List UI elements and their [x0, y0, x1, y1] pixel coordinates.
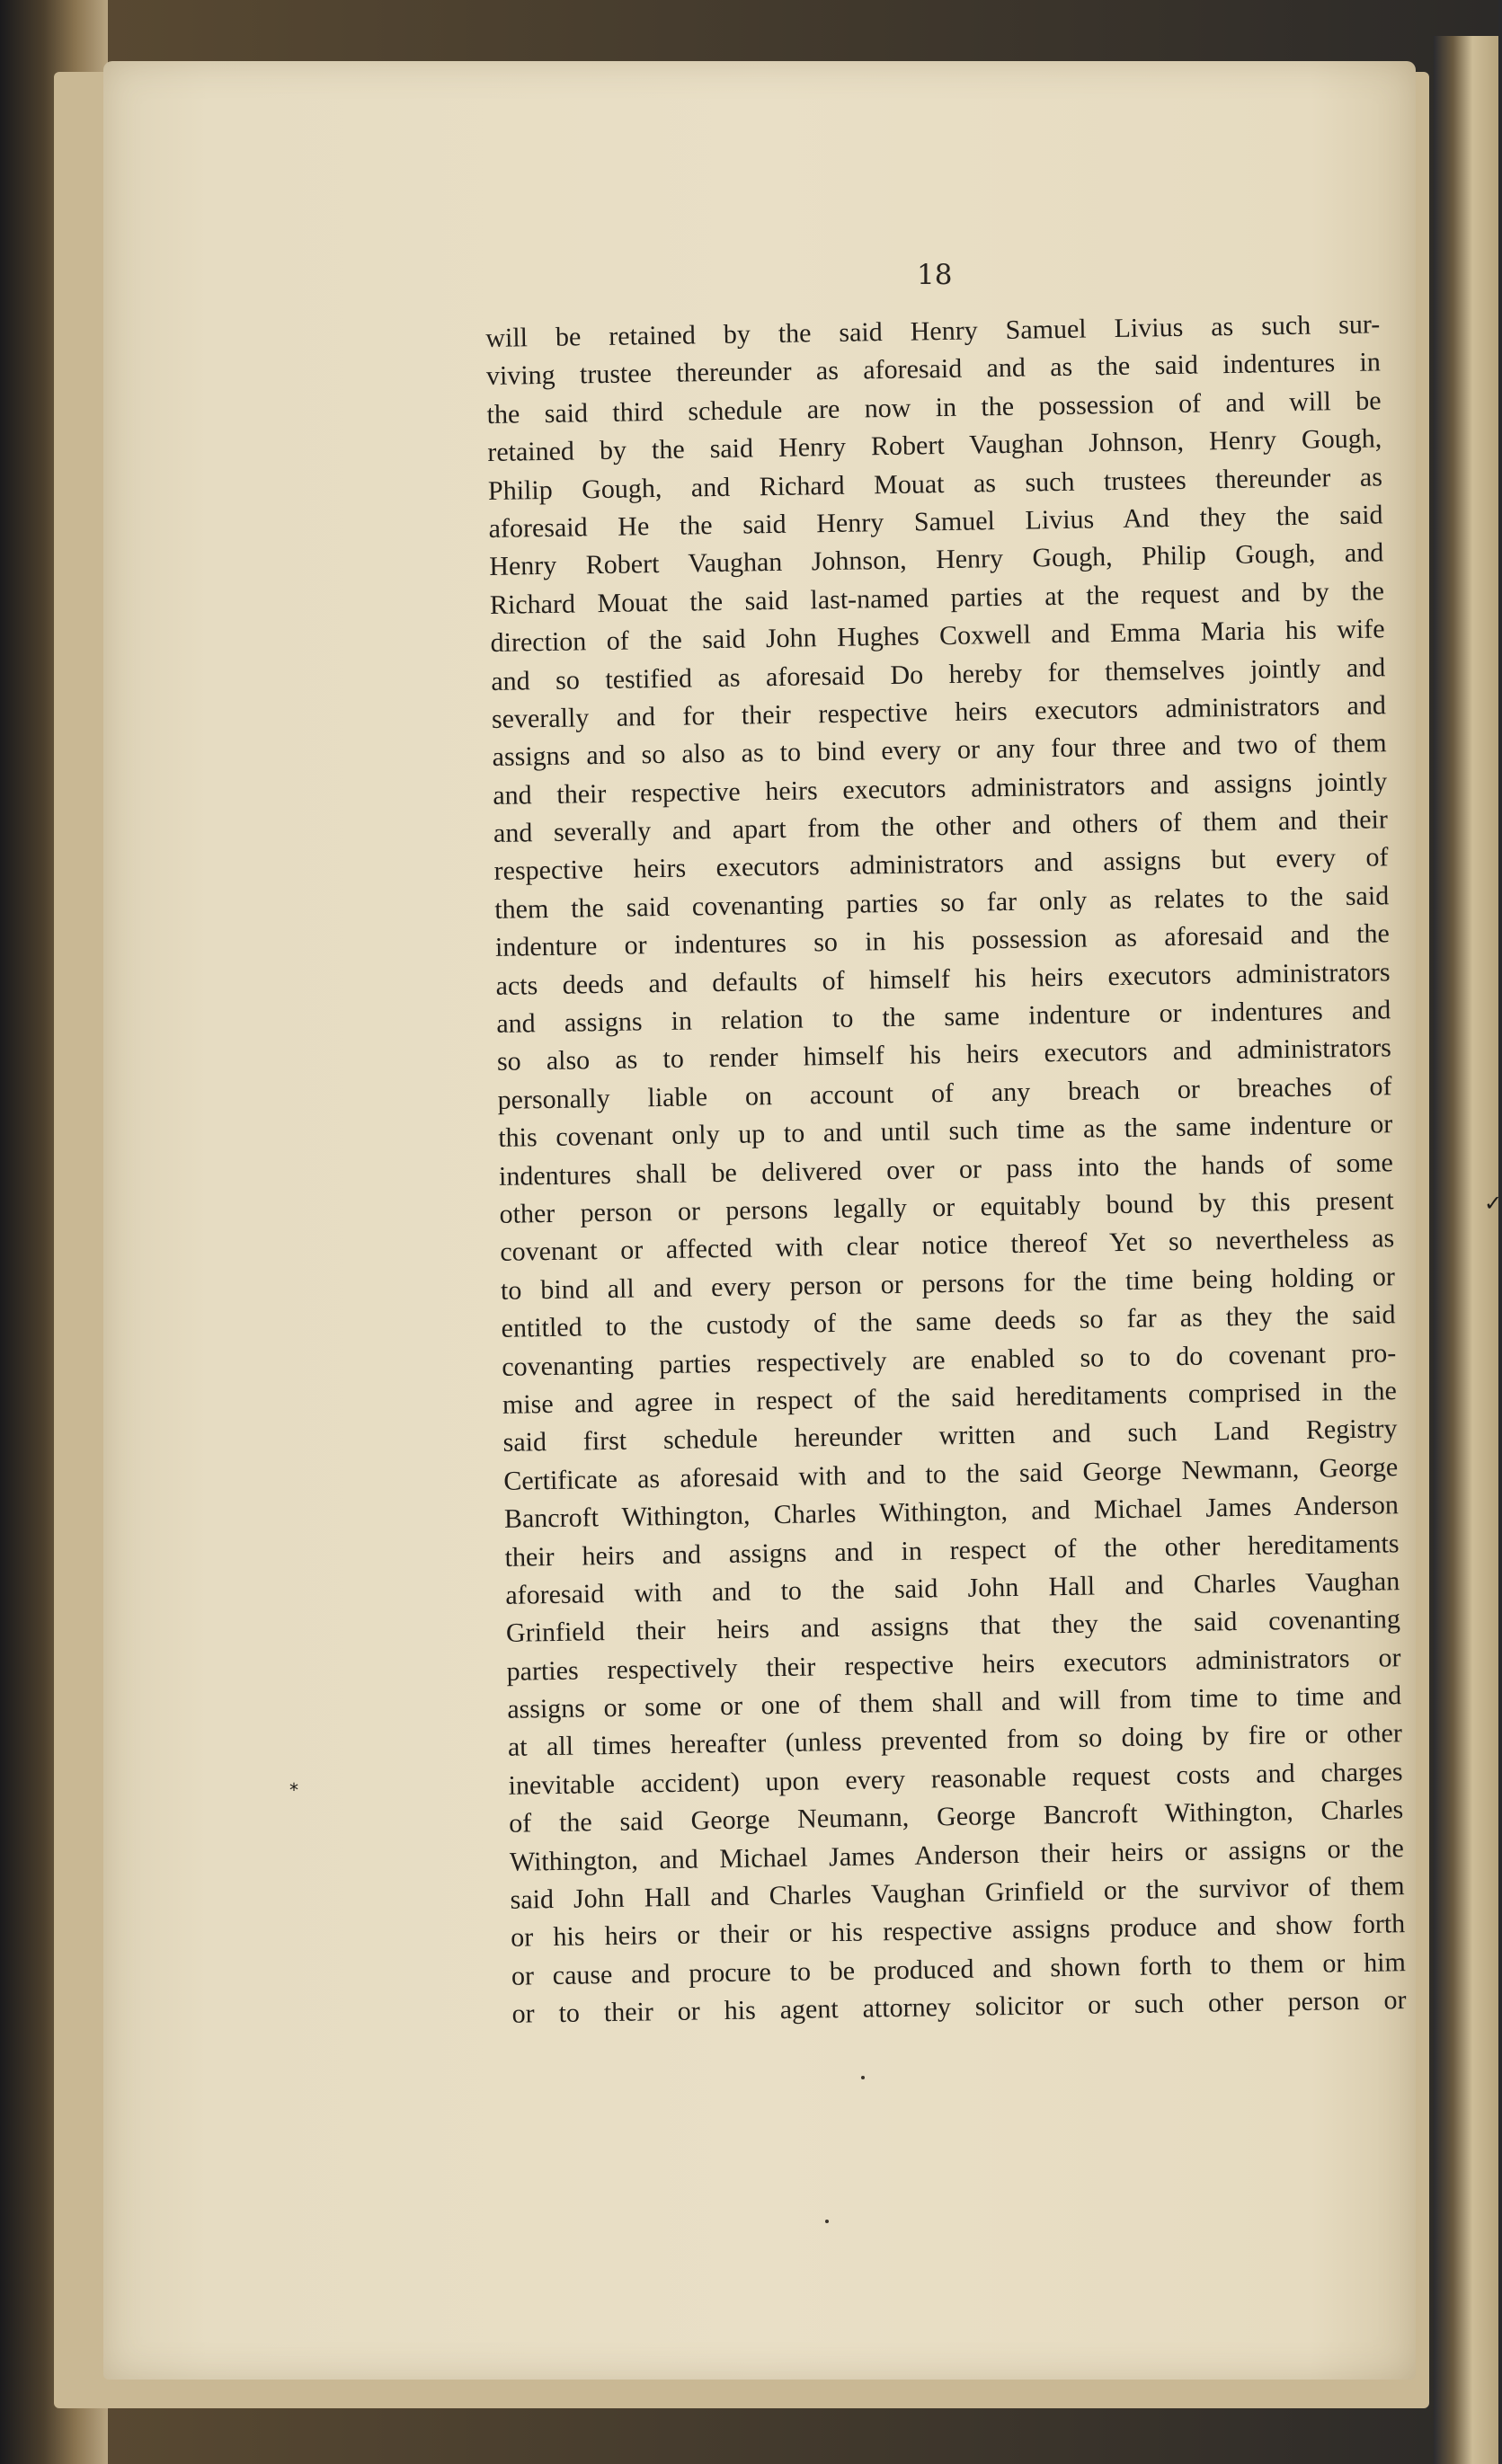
text-line: indentures shall be delivered over or pass into the hands of some [498, 1147, 1394, 1192]
text-line: inevitable accident) upon every reasonable request costs and charges [508, 1757, 1403, 1801]
text-line: or cause and procure to be produced and shown forth to them or him [511, 1946, 1407, 1991]
text-line: covenanting parties respectively are enabled so to do covenant pro- [502, 1337, 1397, 1382]
text-line: Philip Gough, and Richard Mouat as such trustees thereunder as [487, 461, 1383, 506]
text-line: retained by the said Henry Robert Vaughan Johnson, Henry Gough, [487, 423, 1382, 468]
text-line: respective heirs executors administrators and assigns but every of [493, 842, 1389, 887]
text-line: aforesaid with and to the said John Hall and Charles Vaughan [505, 1566, 1400, 1610]
page-number: 18 [917, 259, 953, 291]
text-line: mise and agree in respect of the said hereditaments comprised in the [502, 1376, 1398, 1420]
text-line: viving trustee thereunder as aforesaid and as the said indentures in [485, 347, 1382, 392]
ink-speck [825, 2220, 829, 2223]
text-line: Bancroft Withington, Charles Withington, and Michael James Anderson [503, 1490, 1400, 1534]
text-line: them the said covenanting parties so far only as relates to the said [494, 881, 1390, 925]
text-line: personally liable on account of any breach or breaches of [497, 1071, 1392, 1115]
body-text [485, 306, 1407, 2034]
text-line: Withington, and Michael James Anderson their heirs or assigns or the [509, 1832, 1405, 1877]
ink-speck [861, 2076, 865, 2079]
text-line: other person or persons legally or equitably bound by this present [499, 1185, 1394, 1229]
text-line: Grinfield their heirs and assigns that they the said covenanting [505, 1604, 1401, 1649]
text-line: severally and for their respective heirs executors administrators and [491, 690, 1387, 734]
text-line: or to their or his agent attorney solicitor or such other person or [511, 1985, 1407, 2029]
text-line: and assigns in relation to the same indenture or indentures and [496, 995, 1391, 1039]
text-line: Certificate as aforesaid with and to the said George Newmann, George [503, 1451, 1399, 1496]
text-line: of the said George Neumann, George Bancroft Withington, Charles [509, 1795, 1404, 1839]
text-line: said first schedule hereunder written and such Land Registry [502, 1414, 1398, 1458]
text-line: entitled to the custody of the same deeds so far as they the said [501, 1299, 1396, 1344]
text-line: the said third schedule are now in the possession of and will be [486, 386, 1382, 430]
adjacent-page-edge [1434, 36, 1498, 2464]
text-line: at all times hereafter (unless prevented from so doing by fire or other [507, 1718, 1403, 1763]
text-line: indenture or indentures so in his possession as aforesaid and the [494, 918, 1391, 963]
edge-tick-mark: ✓ [1484, 1191, 1502, 1216]
text-line: and severally and apart from the other and others of them and their [493, 804, 1389, 849]
text-line: this covenant only up to and until such time as the same indenture or [498, 1109, 1393, 1154]
text-line: direction of the said John Hughes Coxwell and Emma Maria his wife [490, 614, 1385, 659]
text-line: assigns or some or one of them shall and will from time to time and [507, 1680, 1402, 1724]
text-line: to bind all and every person or persons for the time being holding or [500, 1262, 1396, 1306]
text-line: covenant or affected with clear notice thereof Yet so nevertheless as [500, 1223, 1395, 1268]
text-line: or his heirs or their or his respective assigns produce and show forth [511, 1909, 1406, 1954]
text-line: said John Hall and Charles Vaughan Grinfield or the survivor of them [510, 1871, 1405, 1915]
text-line: acts deeds and defaults of himself his heirs executors administrators [495, 956, 1391, 1001]
text-line: will be retained by the said Henry Samuel Livius as such sur- [485, 309, 1381, 353]
text-line: so also as to render himself his heirs executors and administrators [496, 1033, 1392, 1077]
text-line: and their respective heirs executors administrators and assigns jointly [493, 766, 1388, 811]
text-line: parties respectively their respective heirs executors administrators or [506, 1642, 1401, 1687]
text-line: assigns and so also as to bind every or any four three and two of them [492, 728, 1387, 773]
margin-asterisk-mark: * [289, 1779, 298, 1801]
text-line: Richard Mouat the said last-named parties at the request and by the [489, 576, 1385, 620]
text-line: Henry Robert Vaughan Johnson, Henry Gough, Philip Gough, and [489, 537, 1384, 582]
text-line: their heirs and assigns and in respect of the other hereditaments [504, 1528, 1400, 1573]
text-line: aforesaid He the said Henry Samuel Livius And they the said [488, 500, 1383, 544]
text-line: and so testified as aforesaid Do hereby for themselves jointly and [491, 651, 1386, 696]
